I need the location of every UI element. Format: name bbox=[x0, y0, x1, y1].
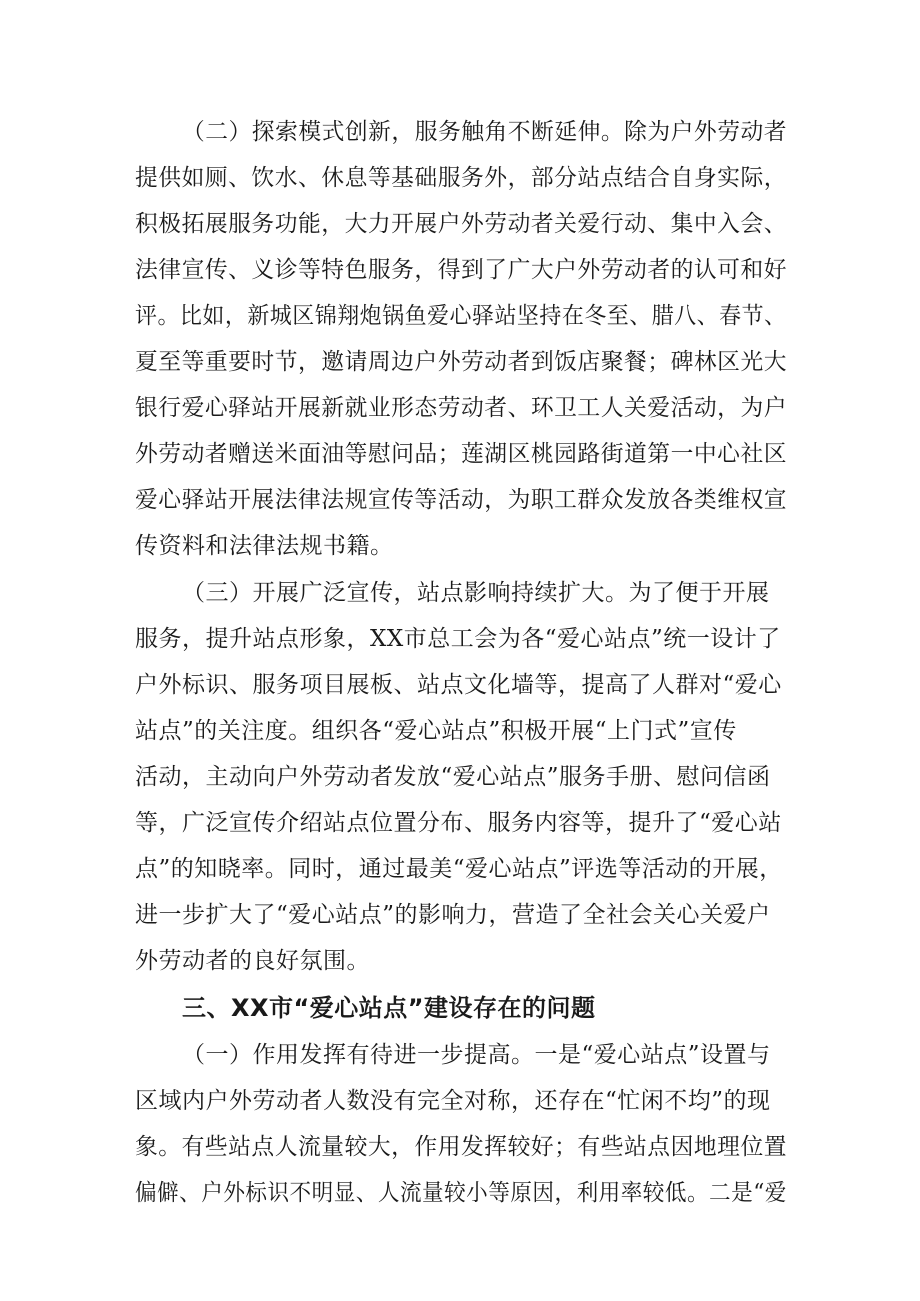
paragraph-line: 等，广泛宣传介绍站点位置分布、服务内容等，提升了“爱心站 bbox=[135, 810, 782, 836]
paragraph-line: 户外标识、服务项目展板、站点文化墙等，提高了人群对“爱心 bbox=[135, 672, 782, 698]
paragraph-line: 象。有些站点人流量较大，作用发挥较好；有些站点因地理位置 bbox=[135, 1134, 788, 1160]
paragraph-line: 法律宣传、义诊等特色服务，得到了广大户外劳动者的认可和好 bbox=[135, 257, 788, 283]
paragraph-line: 点”的知晓率。同时，通过最美“爱心站点”评选等活动的开展， bbox=[135, 856, 783, 882]
paragraph-line: 传资料和法律法规书籍。 bbox=[135, 533, 394, 559]
paragraph-line: 站点”的关注度。组织各“爱心站点”积极开展“上门式”宣传 bbox=[135, 718, 737, 744]
paragraph-line: 银行爱心驿站开展新就业形态劳动者、环卫工人关爱活动，为户 bbox=[135, 395, 788, 421]
paragraph-line: （二）探索模式创新，服务触角不断延伸。除为户外劳动者 bbox=[182, 119, 788, 145]
paragraph-line: （三）开展广泛宣传，站点影响持续扩大。为了便于开展 bbox=[182, 580, 770, 606]
paragraph-line: 偏僻、户外标识不明显、人流量较小等原因，利用率较低。二是“爱 bbox=[135, 1180, 787, 1206]
paragraph-line: 进一步扩大了“爱心站点”的影响力，营造了全社会关心关爱户 bbox=[135, 902, 771, 928]
section-heading: 三、XX市“爱心站点”建设存在的问题 bbox=[182, 994, 596, 1022]
paragraph-line: 外劳动者的良好氛围。 bbox=[135, 948, 370, 974]
paragraph-line: 活动，主动向户外劳动者发放“爱心站点”服务手册、慰问信函 bbox=[135, 764, 771, 790]
paragraph-line: 外劳动者赠送米面油等慰问品；莲湖区桃园路街道第一中心社区 bbox=[135, 441, 788, 467]
paragraph-line: 区域内户外劳动者人数没有完全对称，还存在“忙闲不均”的现 bbox=[135, 1088, 771, 1114]
paragraph-line: 提供如厕、饮水、休息等基础服务外，部分站点结合自身实际， bbox=[135, 165, 788, 191]
paragraph-line: 夏至等重要时节，邀请周边户外劳动者到饭店聚餐；碑林区光大 bbox=[135, 349, 788, 375]
paragraph-line: 爱心驿站开展法律法规宣传等活动，为职工群众发放各类维权宣 bbox=[135, 487, 788, 513]
paragraph-line: 评。比如，新城区锦翔炮锅鱼爱心驿站坚持在冬至、腊八、春节、 bbox=[135, 303, 787, 329]
paragraph-line: （一）作用发挥有待进一步提高。一是“爱心站点”设置与 bbox=[182, 1042, 771, 1068]
paragraph-line: 积极拓展服务功能，大力开展户外劳动者关爱行动、集中入会、 bbox=[135, 211, 788, 237]
paragraph-line: 服务，提升站点形象，XX市总工会为各“爱心站点”统一设计了 bbox=[135, 626, 781, 652]
